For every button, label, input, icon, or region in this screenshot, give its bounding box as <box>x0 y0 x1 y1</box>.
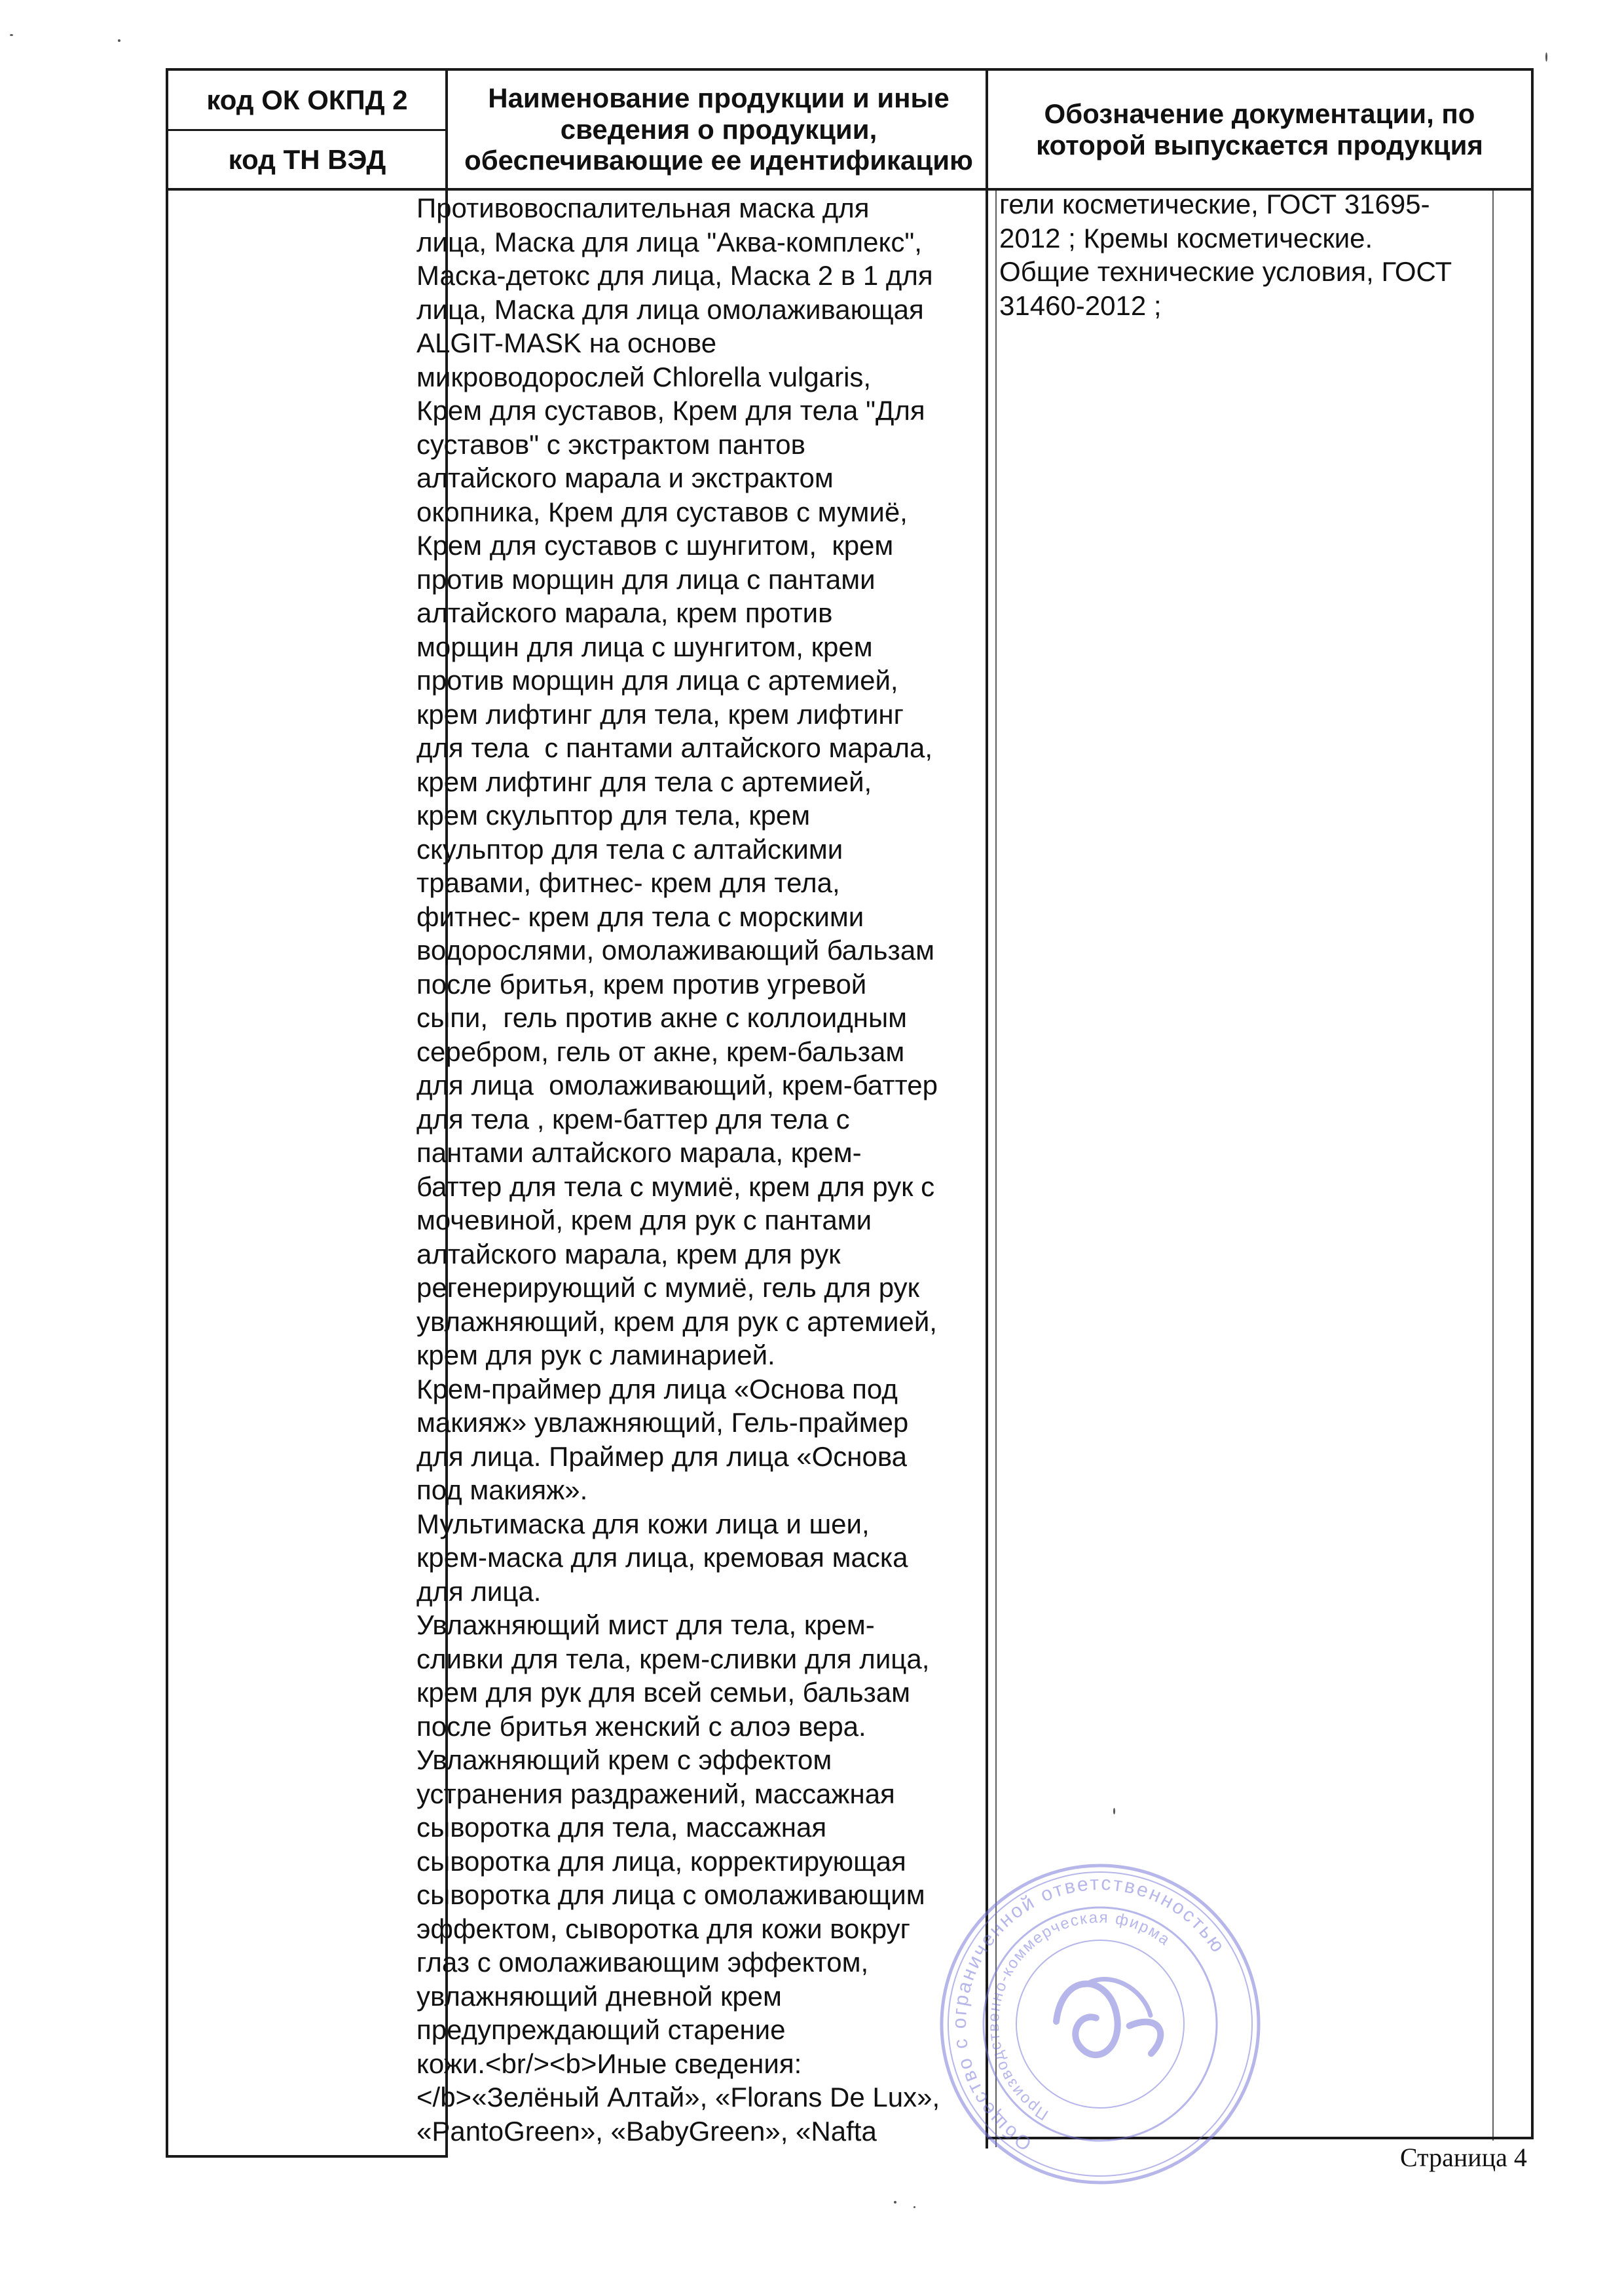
scan-dust <box>10 34 13 36</box>
header-tnved-code: код ТН ВЭД <box>228 143 386 175</box>
header-okpd-code: код ОК ОКПД 2 <box>206 84 408 115</box>
page-number: Страница 4 <box>1400 2143 1527 2172</box>
col1-bottom-border <box>166 2155 448 2158</box>
documentation-cell: гели косметические, ГОСТ 31695- 2012 ; Кремы косметические. Общие технические условия, ГОСТ 31460-2012 ; <box>999 189 1452 321</box>
header-product-name: Наименование продукции и иные сведения о продукции, обеспечивающие ее идентификацию <box>464 82 973 176</box>
seal-inner-text: Производственно-коммерческая фирма <box>984 1908 1174 2124</box>
scan-dust <box>1545 52 1547 62</box>
scan-dust <box>913 2206 915 2208</box>
svg-text:Общество с ограниченной ответс <box>930 1854 1239 2192</box>
seal-graphic <box>930 1854 1270 2194</box>
product-description-cell: Противовоспалительная маска для лица, Маска для лица "Аква-комплекс", Маска-детокс для лица, Маска 2 в 1 для лица, Маска для лица омолаживающая ALGIT-MASK на основе микроводорослей Chlorella vulgaris, Крем для суставов, Крем для тела "Для суставов" с экстрактом пантов алтайского марала и экстрактом окопника, Крем для суставов с мумиё, Крем для суставов с шунгитом, крем против морщин для лица с пантами алтайского марала, крем против морщин для лица с шунгитом, крем против морщин для лица с артемией, крем лифтинг для тела, крем лифтинг для тела с пантами алтайского марала, крем лифтинг для тела с артемией, крем скульптор для тела, крем скульптор для тела с алтайскими травами, фитнес- крем для тела, фитнес- крем для тела с морскими водорослями, омолаживающий бальзам после бритья, крем против угревой сыпи, гель против акне с коллоидным серебром, гель от акне, крем-бальзам для лица омолаживающий, крем-баттер для тела , крем-баттер для тела с пантами алтайского марала, крем- баттер для тела с мумиё, крем для рук с мочевиной, крем для рук с пантами алтайского марала, крем для рук регенерирующий с мумиё, гель для рук увлажняющий, крем для рук с артемией, крем для рук с ламинарией. Крем-праймер для лица «Основа под макияж» увлажняющий, Гель-праймер для лица. Праймер для лица «Основа под макияж». Мультимаска для кожи лица и шеи, крем-маска для лица, кремовая маска для лица. Увлажняющий мист для тела, крем- сливки для тела, крем-сливки для лица, крем для рук для всей семьи, бальзам после бритья женский с алоэ вера. Увлажняющий крем с эффектом устранения раздражений, массажная сыворотка для тела, массажная сыворотка для лица, корректирующая сыворотка для лица с омолаживающим эффектом, сыворотка для кожи вокруг глаз с омолаживающим эффектом, увлажняющий дневной крем предупреждающий старение кожи.<br/><b>Иные сведения: </b>«Зелёный Алтай», «Florans De Lux», «PantoGreen», «BabyGreen», «Nafta <box>416 193 940 2147</box>
company-seal <box>930 1854 1270 2194</box>
header-documentation: Обозначение документации, по которой выпускается продукция <box>1036 98 1483 160</box>
col3-inner-right-rule <box>1492 189 1494 2141</box>
scan-dust <box>118 39 120 42</box>
scan-dust <box>1113 1808 1115 1814</box>
scan-dust <box>894 2201 896 2204</box>
seal-ring-text: Общество с ограниченной ответственностью <box>948 1872 1230 2155</box>
table-left-border <box>166 68 168 2158</box>
table-right-border <box>1531 68 1534 2138</box>
